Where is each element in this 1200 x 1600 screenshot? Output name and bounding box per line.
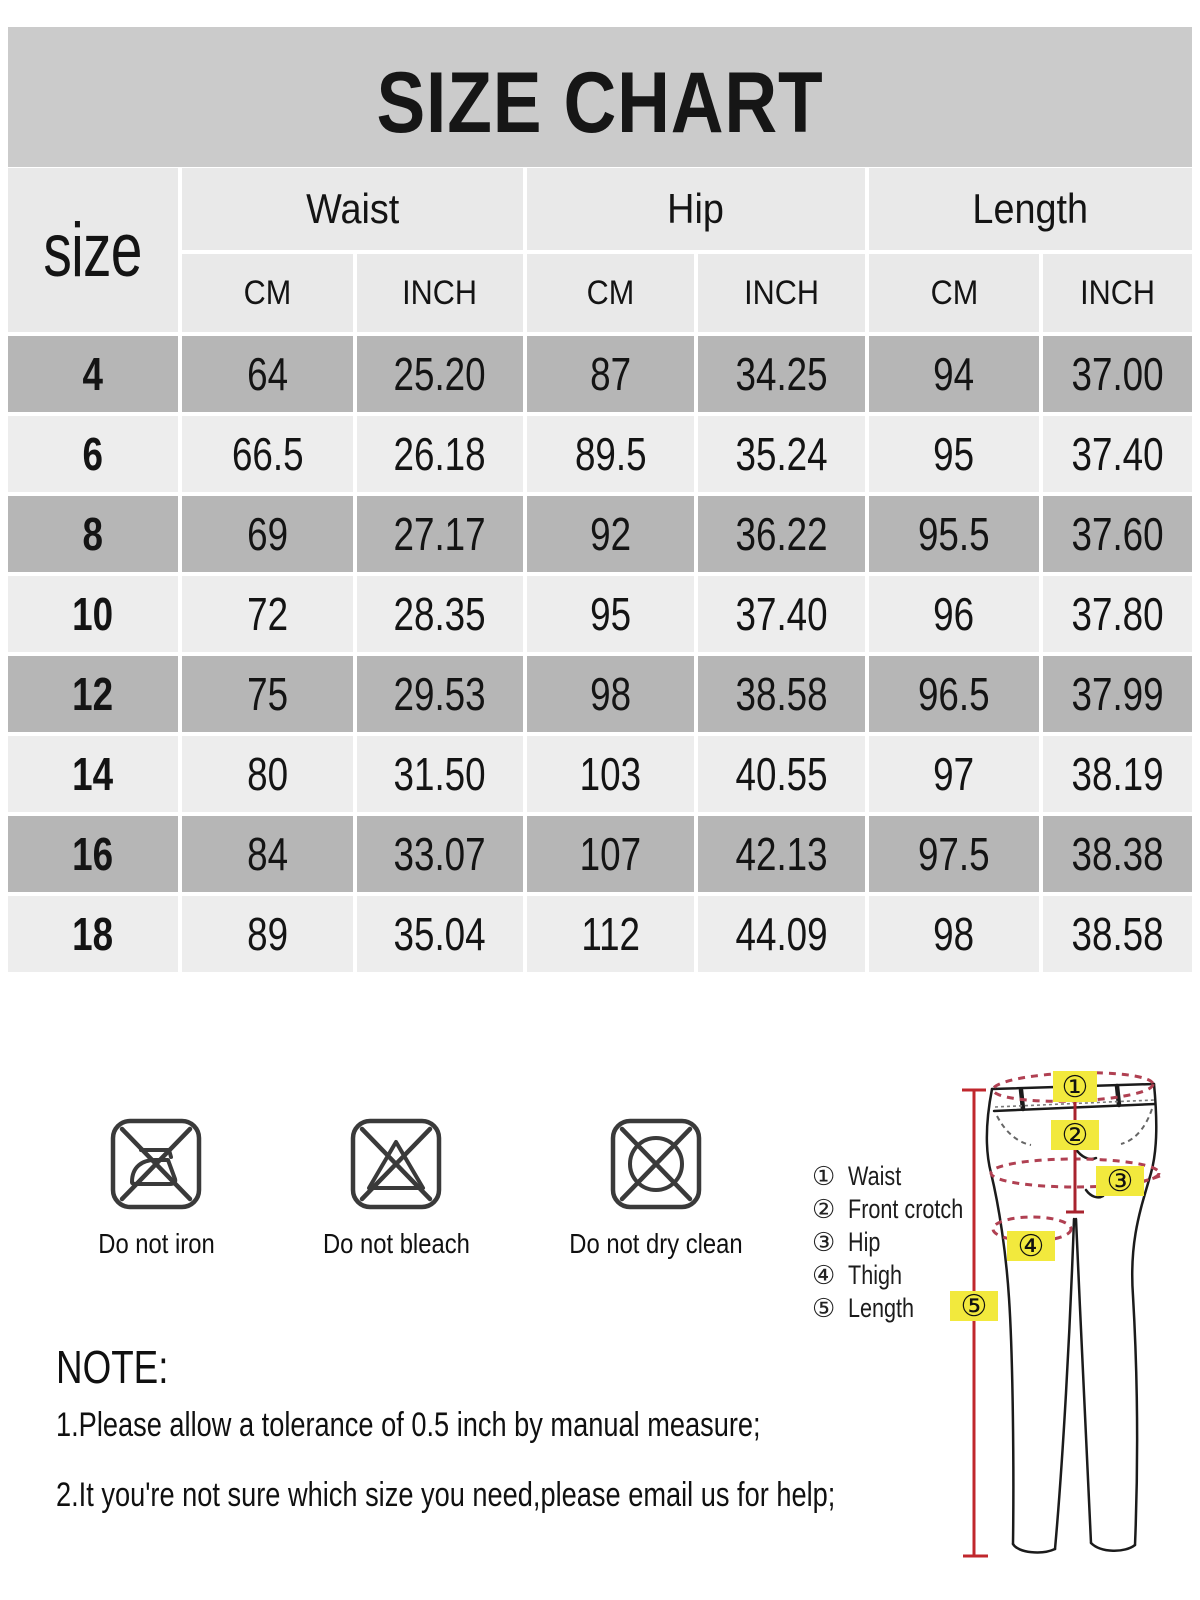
value-cell <box>357 896 523 972</box>
value-cell <box>182 576 353 652</box>
do-not-bleach-icon <box>348 1115 444 1213</box>
value-cell <box>182 816 353 892</box>
pants-diagram <box>870 1040 1170 1600</box>
group-header-hip <box>527 168 865 250</box>
value-cell <box>1043 656 1192 732</box>
cell-text: 95 <box>590 588 631 640</box>
legend-label: Front crotch <box>848 1194 964 1224</box>
value-cell <box>1043 336 1192 412</box>
cell-text: 37.40 <box>735 588 828 640</box>
value-cell <box>698 336 865 412</box>
value-cell <box>182 656 353 732</box>
cell-text: 18 <box>72 908 114 960</box>
cell-text: 97 <box>933 748 975 800</box>
cell-text: INCH <box>744 273 819 312</box>
cell-text: 98 <box>933 908 975 960</box>
badge-4-number: ④ <box>1017 1229 1045 1264</box>
badge-2-number: ② <box>1061 1118 1089 1153</box>
value-cell <box>1043 816 1192 892</box>
value-cell <box>698 576 865 652</box>
care-label <box>546 1228 766 1260</box>
cell-text: 29.53 <box>393 668 487 720</box>
value-cell <box>527 496 694 572</box>
value-cell <box>698 496 865 572</box>
corner-cell-size <box>8 168 178 332</box>
cell-text: 40.55 <box>735 748 828 800</box>
value-cell <box>357 816 523 892</box>
cell-text: 66.5 <box>231 428 304 480</box>
cell-text: INCH <box>402 273 478 312</box>
cell-text: 10 <box>72 588 114 640</box>
cell-text: 36.22 <box>735 508 828 560</box>
cell-text: INCH <box>1080 273 1155 312</box>
pants-diagram-svg <box>870 1040 1170 1600</box>
unit-header <box>527 254 694 332</box>
care-item <box>46 1115 266 1260</box>
cell-text: 87 <box>590 348 631 400</box>
value-cell <box>1043 896 1192 972</box>
value-cell <box>182 336 353 412</box>
cell-text: 96 <box>933 588 975 640</box>
cell-text: 64 <box>247 348 288 400</box>
cell-text: 8 <box>82 508 104 560</box>
note-line-wrap <box>56 1406 937 1445</box>
do-not-dry-clean-icon <box>608 1115 704 1213</box>
value-cell <box>1043 416 1192 492</box>
cell-text: 31.50 <box>393 748 487 800</box>
unit-header <box>869 254 1039 332</box>
value-cell <box>869 496 1039 572</box>
note-line: 2.It you're not sure which size you need,please email us for help; <box>56 1476 836 1514</box>
size-cell <box>8 416 178 492</box>
value-cell <box>1043 496 1192 572</box>
size-cell <box>8 736 178 812</box>
cell-text: 42.13 <box>735 828 828 880</box>
cell-text: 6 <box>82 428 104 480</box>
care-label <box>46 1228 266 1260</box>
value-cell <box>527 896 694 972</box>
right-pocket-stitch <box>1121 1109 1152 1144</box>
value-cell <box>182 736 353 812</box>
cell-text: 37.80 <box>1071 588 1164 640</box>
value-cell <box>182 496 353 572</box>
cell-text: 112 <box>581 908 640 960</box>
cell-text: 38.58 <box>1071 908 1164 960</box>
note-heading: NOTE: <box>56 1341 169 1393</box>
cell-text: 14 <box>72 748 114 800</box>
legend-number-icon: ① <box>812 1161 836 1192</box>
group-header-waist <box>182 168 523 250</box>
badge-3-number: ③ <box>1106 1164 1134 1199</box>
value-cell <box>698 736 865 812</box>
cell-text: 33.07 <box>393 828 487 880</box>
value-cell <box>869 576 1039 652</box>
value-cell <box>869 416 1039 492</box>
cell-text: CM <box>243 273 292 312</box>
value-cell <box>698 416 865 492</box>
value-cell <box>698 896 865 972</box>
cell-text: 37.00 <box>1071 348 1164 400</box>
care-label <box>286 1228 506 1260</box>
care-item <box>286 1115 506 1260</box>
legend-label: Thigh <box>848 1260 903 1290</box>
cell-text: size <box>43 207 143 293</box>
cell-text: 37.60 <box>1071 508 1164 560</box>
page-title: SIZE CHART <box>376 54 824 151</box>
size-cell <box>8 336 178 412</box>
unit-header <box>1043 254 1192 332</box>
value-cell <box>527 416 694 492</box>
cell-text: 27.17 <box>393 508 487 560</box>
cell-text: 38.19 <box>1071 748 1164 800</box>
badge-1-number: ① <box>1061 1070 1089 1105</box>
cell-text: 80 <box>247 748 288 800</box>
cell-text: 4 <box>82 348 104 400</box>
value-cell <box>1043 576 1192 652</box>
legend-label: Length <box>848 1293 915 1323</box>
cell-text: 25.20 <box>393 348 487 400</box>
cell-text: Hip <box>667 185 725 232</box>
cell-text: Waist <box>305 185 400 232</box>
value-cell <box>527 576 694 652</box>
cell-text: 26.18 <box>393 428 487 480</box>
value-cell <box>357 576 523 652</box>
cell-text: 35.24 <box>735 428 828 480</box>
do-not-iron-icon <box>108 1115 204 1213</box>
legend-number-icon: ③ <box>812 1227 836 1258</box>
size-cell <box>8 896 178 972</box>
cell-text: 37.40 <box>1071 428 1164 480</box>
size-cell <box>8 576 178 652</box>
value-cell <box>527 736 694 812</box>
cell-text: 107 <box>579 828 642 880</box>
cell-text: 94 <box>933 348 975 400</box>
cell-text: 28.35 <box>393 588 487 640</box>
cell-text: 38.58 <box>735 668 828 720</box>
cell-text: 95 <box>933 428 975 480</box>
value-cell <box>527 816 694 892</box>
unit-header <box>698 254 865 332</box>
cell-text: 89 <box>247 908 288 960</box>
value-cell <box>182 896 353 972</box>
care-label-text: Do not dry clean <box>569 1228 743 1259</box>
value-cell <box>357 416 523 492</box>
value-cell <box>698 656 865 732</box>
size-table <box>8 168 1192 972</box>
cell-text: 16 <box>72 828 114 880</box>
note-heading-wrap <box>56 1340 197 1394</box>
cell-text: 44.09 <box>735 908 828 960</box>
value-cell <box>869 336 1039 412</box>
cell-text: 12 <box>72 668 114 720</box>
value-cell <box>869 896 1039 972</box>
value-cell <box>869 816 1039 892</box>
care-item <box>546 1115 766 1260</box>
legend-label: Waist <box>848 1161 902 1191</box>
unit-header <box>357 254 523 332</box>
cell-text: 37.99 <box>1071 668 1164 720</box>
legend-label: Hip <box>848 1227 881 1257</box>
value-cell <box>357 496 523 572</box>
cell-text: 98 <box>590 668 631 720</box>
left-pocket-stitch <box>997 1116 1031 1145</box>
cell-text: 69 <box>247 508 288 560</box>
value-cell <box>357 736 523 812</box>
value-cell <box>527 656 694 732</box>
badge-5-number: ⑤ <box>960 1289 988 1324</box>
size-cell <box>8 816 178 892</box>
cell-text: 97.5 <box>918 828 990 880</box>
size-cell <box>8 656 178 732</box>
value-cell <box>1043 736 1192 812</box>
cell-text: Length <box>972 185 1089 232</box>
cell-text: CM <box>930 273 978 312</box>
cell-text: CM <box>586 273 635 312</box>
note-line-wrap <box>56 1476 1030 1515</box>
value-cell <box>869 736 1039 812</box>
cell-text: 92 <box>590 508 631 560</box>
value-cell <box>698 816 865 892</box>
value-cell <box>357 656 523 732</box>
unit-header <box>182 254 353 332</box>
group-header-length <box>869 168 1192 250</box>
cell-text: 89.5 <box>574 428 647 480</box>
cell-text: 38.38 <box>1071 828 1164 880</box>
value-cell <box>357 336 523 412</box>
cell-text: 35.04 <box>393 908 487 960</box>
value-cell <box>182 416 353 492</box>
cell-text: 75 <box>247 668 288 720</box>
legend-number-icon: ④ <box>812 1260 836 1291</box>
care-label-text: Do not iron <box>97 1228 215 1259</box>
cell-text: 72 <box>247 588 288 640</box>
note-line: 1.Please allow a tolerance of 0.5 inch by manual measure; <box>56 1406 761 1444</box>
cell-text: 103 <box>579 748 642 800</box>
size-cell <box>8 496 178 572</box>
cell-text: 96.5 <box>918 668 990 720</box>
value-cell <box>869 656 1039 732</box>
legend-number-icon: ⑤ <box>812 1293 836 1324</box>
care-label-text: Do not bleach <box>322 1228 470 1259</box>
title-band <box>8 27 1192 167</box>
cell-text: 84 <box>247 828 288 880</box>
value-cell <box>527 336 694 412</box>
cell-text: 34.25 <box>735 348 828 400</box>
legend-number-icon: ② <box>812 1194 836 1225</box>
cell-text: 95.5 <box>918 508 990 560</box>
